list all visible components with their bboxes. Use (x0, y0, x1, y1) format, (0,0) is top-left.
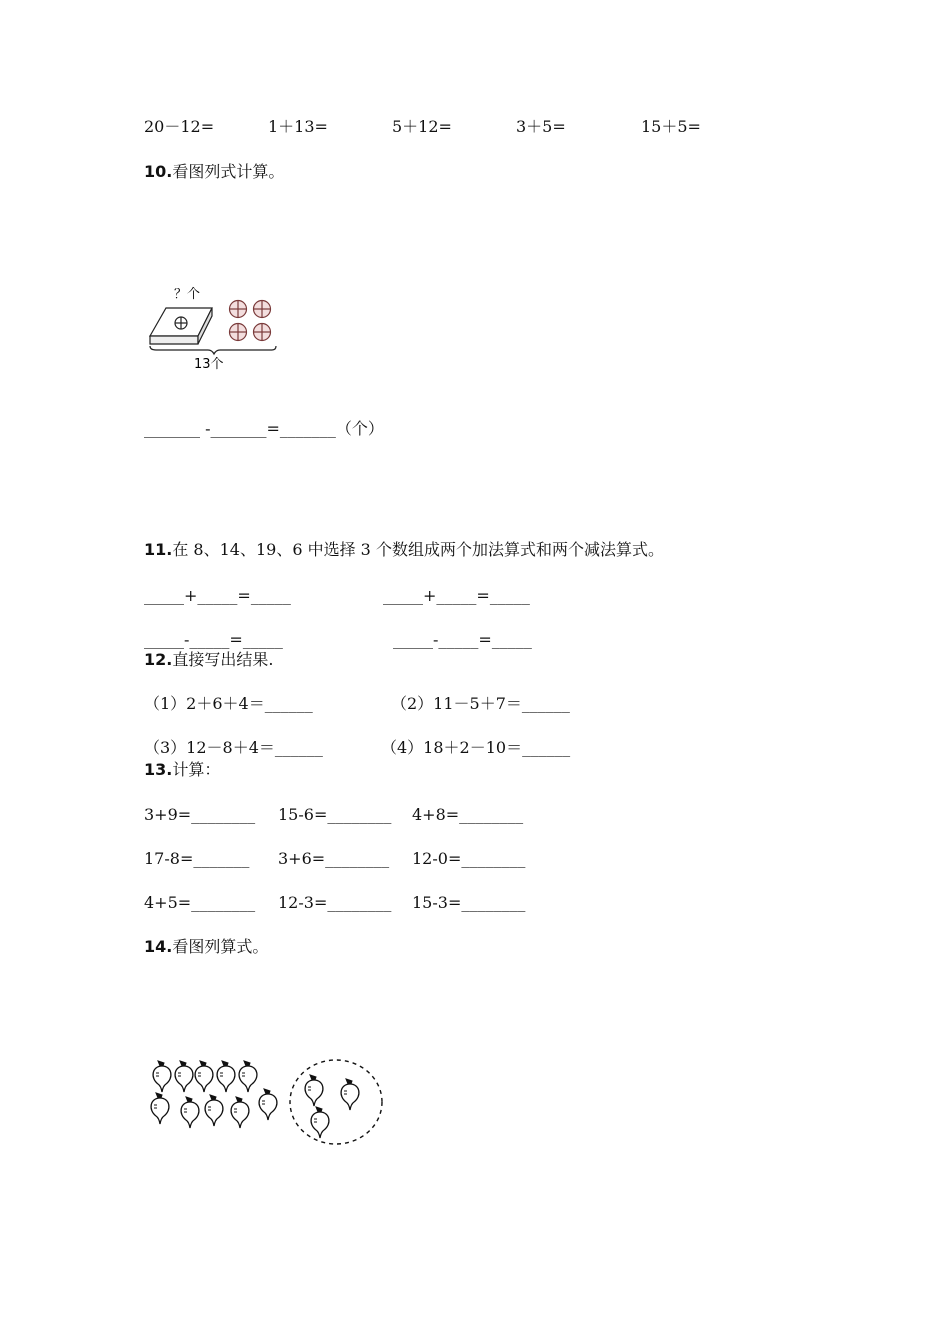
q12-title: 直接写出结果. (172, 650, 274, 669)
q12-item-1[interactable]: （1）2＋6＋4＝______ (144, 694, 313, 713)
q10-total-label: 13个 (194, 357, 224, 372)
q12-item-2[interactable]: （2）11－5＋7＝______ (391, 694, 570, 713)
q13-r2-c2[interactable]: 3+6=________ (278, 849, 390, 868)
q9-item-1: 20－12= (144, 117, 215, 136)
q11-sub-1[interactable]: _____-_____=_____ (144, 630, 283, 649)
q12-item-3[interactable]: （3）12－8＋4＝______ (144, 738, 323, 757)
total-brace (150, 346, 276, 354)
q11-add-1[interactable]: _____+_____=_____ (144, 586, 291, 605)
q10-answer-line[interactable]: _______ -_______=_______（个） (144, 419, 384, 438)
q14-figure (144, 1054, 392, 1150)
basketball-box-icon (150, 308, 212, 344)
q13-r3-c3[interactable]: 15-3=________ (412, 893, 526, 912)
q12-item-4[interactable]: （4）18＋2－10＝______ (381, 738, 571, 757)
q13-r1-c1[interactable]: 3+9=________ (144, 805, 256, 824)
q10-figure (146, 282, 286, 374)
q13-r2-c1[interactable]: 17-8=_______ (144, 849, 250, 868)
q14-heading (144, 937, 268, 957)
dashed-circle (290, 1060, 382, 1144)
q9-item-3: 5＋12= (392, 117, 452, 136)
q13-number: 13. (144, 760, 173, 779)
q10-heading (144, 162, 284, 182)
q13-r1-c2[interactable]: 15-6=________ (278, 805, 392, 824)
q13-heading (144, 760, 220, 780)
q9-item-5: 15＋5= (641, 117, 701, 136)
q13-r1-c3[interactable]: 4+8=________ (412, 805, 524, 824)
q12-number: 12. (144, 650, 173, 669)
q10-number: 10. (144, 162, 173, 181)
q13-r2-c3[interactable]: 12-0=________ (412, 849, 526, 868)
basketballs-icon (230, 301, 271, 341)
q13-title: 计算： (172, 760, 221, 779)
radishes-figure-svg (144, 1054, 392, 1150)
q9-item-2: 1＋13= (268, 117, 328, 136)
q11-number: 11. (144, 540, 173, 559)
radish-group-outside (151, 1061, 277, 1128)
q11-sub-2[interactable]: _____-_____=_____ (393, 630, 532, 649)
q13-r3-c2[interactable]: 12-3=________ (278, 893, 392, 912)
q9-item-4: 3＋5= (516, 117, 566, 136)
q14-number: 14. (144, 937, 173, 956)
q11-add-2[interactable]: _____+_____=_____ (383, 586, 530, 605)
q10-question-label: ？个 (174, 287, 201, 302)
q14-title: 看图列算式。 (172, 937, 269, 956)
q11-title: 在 8、14、19、6 中选择 3 个数组成两个加法算式和两个减法算式。 (172, 540, 664, 559)
q12-heading (144, 650, 273, 670)
q10-figure-svg (146, 282, 286, 374)
q10-title: 看图列式计算。 (172, 162, 285, 181)
q11-heading (144, 540, 664, 560)
q13-r3-c1[interactable]: 4+5=________ (144, 893, 256, 912)
radish-group-circled (305, 1075, 359, 1138)
